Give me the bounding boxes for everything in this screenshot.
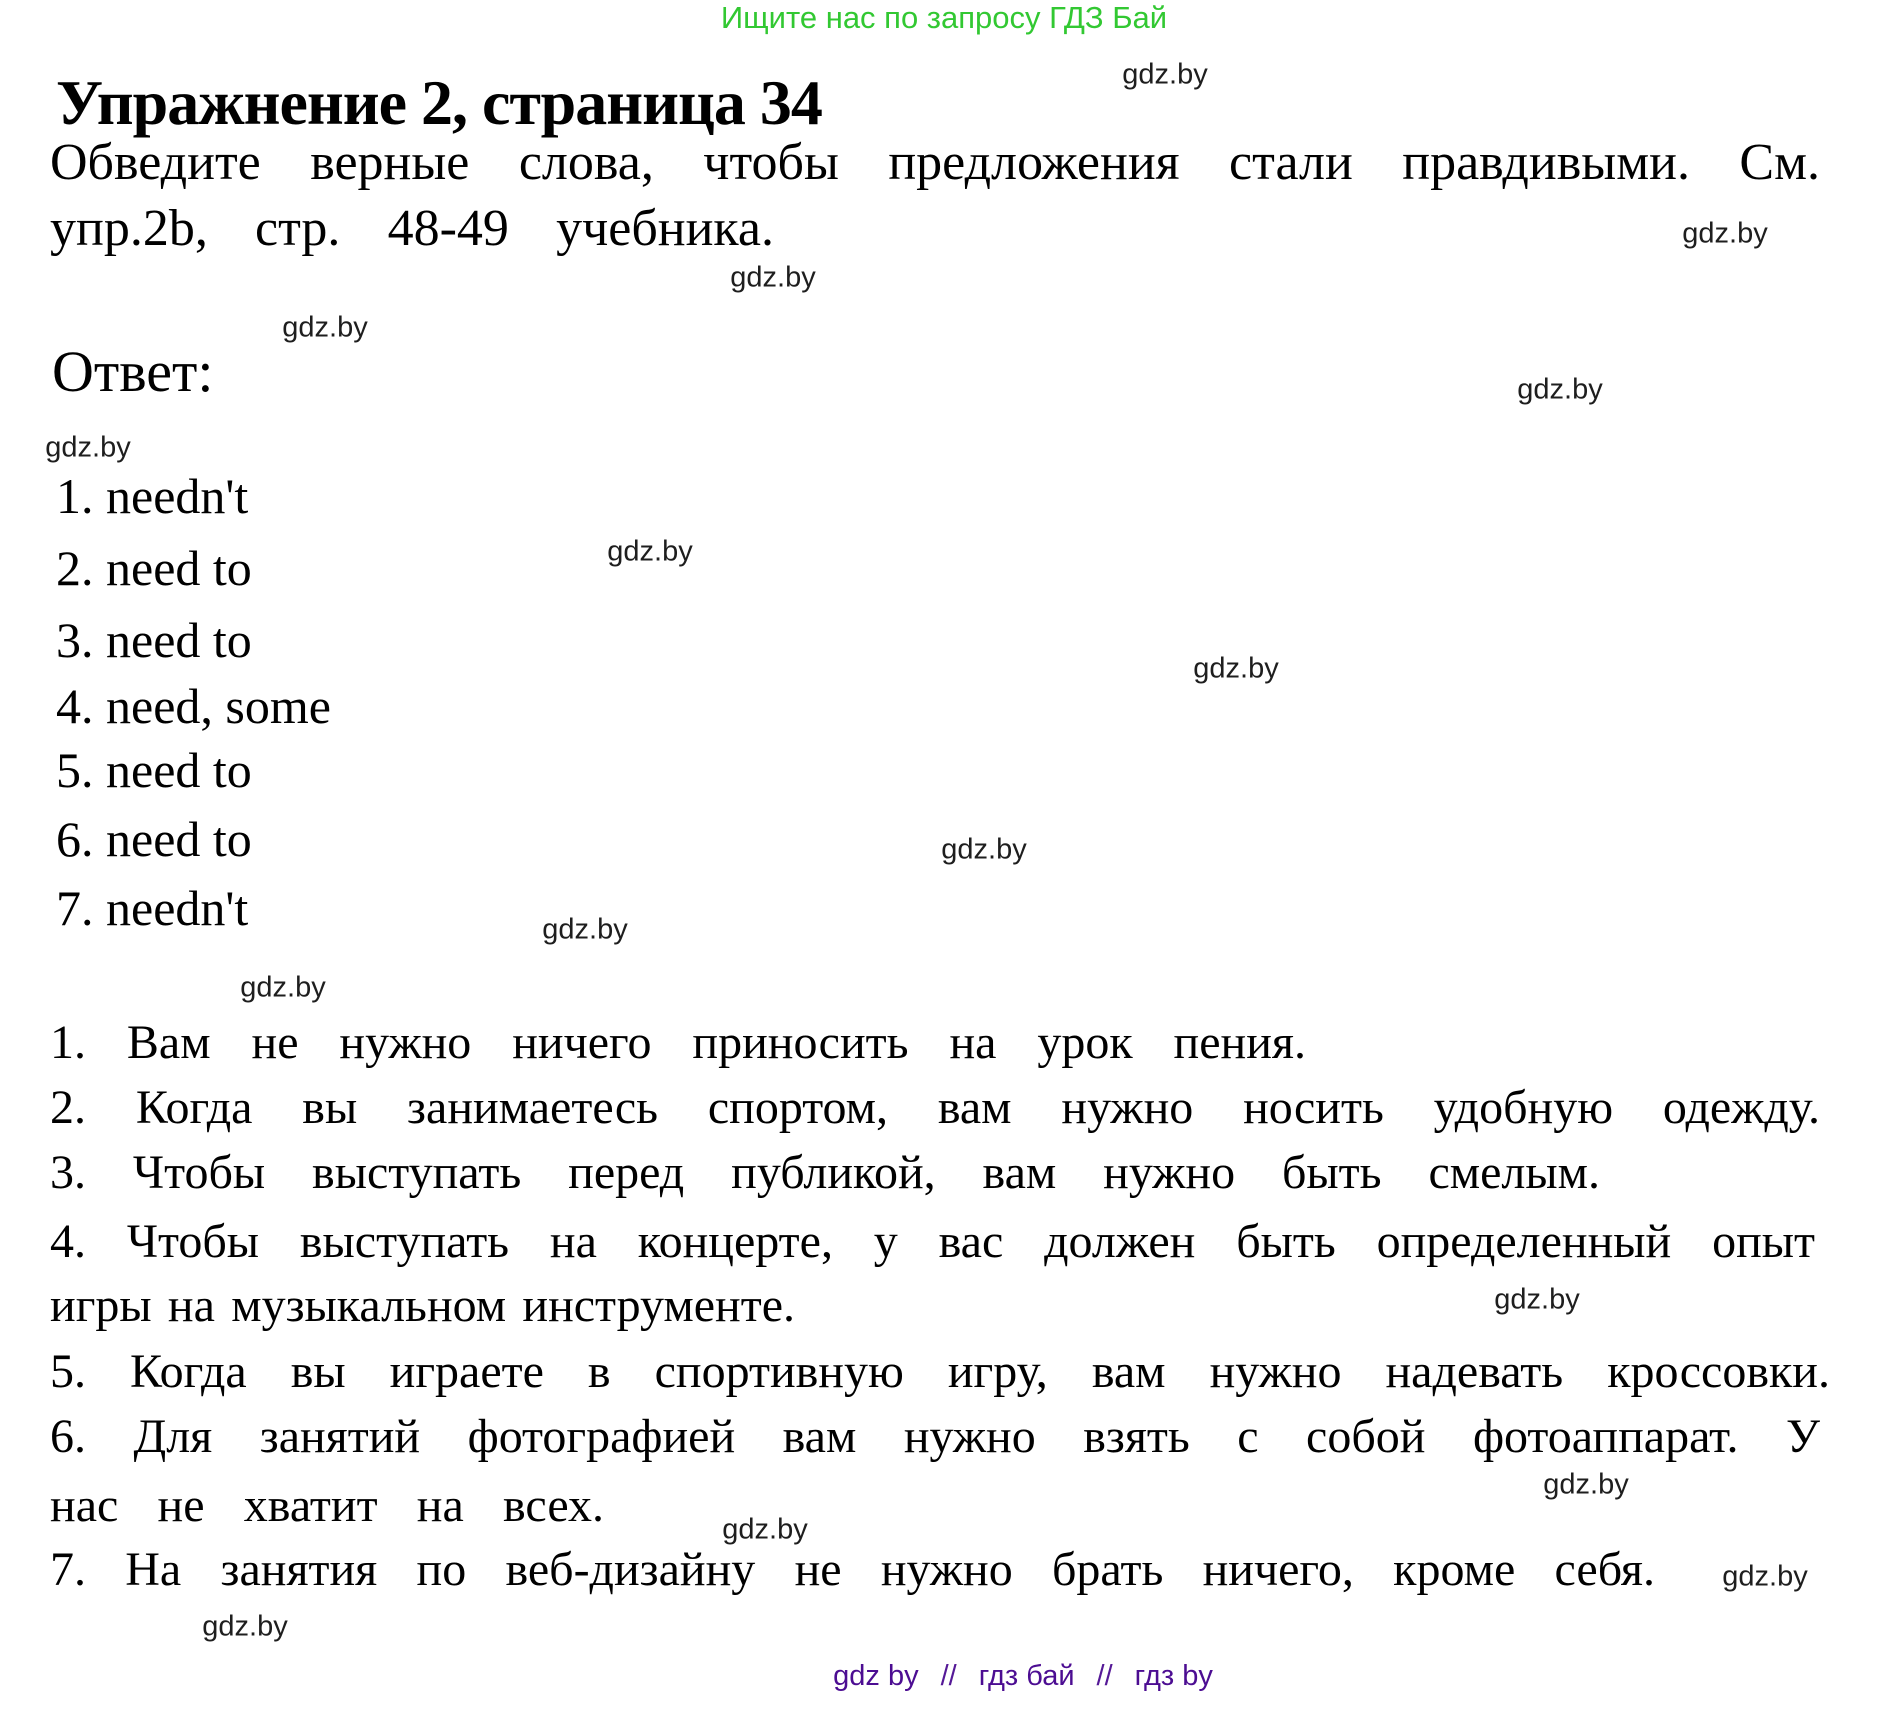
answer-item: 7. needn't: [56, 880, 249, 936]
answer-item: 3. need to: [56, 612, 252, 668]
gdz-watermark: gdz.by: [282, 311, 368, 344]
gdz-watermark: gdz.by: [1682, 217, 1768, 250]
gdz-watermark: gdz.by: [202, 1610, 288, 1643]
gdz-watermark: gdz.by: [722, 1513, 808, 1546]
translation-line: 1. Вам не нужно ничего приносить на урок пения.: [50, 1016, 1306, 1069]
gdz-watermark: gdz.by: [1193, 652, 1279, 685]
footer-link-gdz-by-ru[interactable]: гдз by: [1134, 1660, 1213, 1692]
translation-line: 2. Когда вы занимаетесь спортом, вам нужно носить удобную одежду.: [50, 1081, 1820, 1134]
gdz-watermark: gdz.by: [730, 261, 816, 294]
task-description-line: упр.2b, стр. 48-49 учебника.: [50, 200, 774, 257]
answer-item: 6. need to: [56, 811, 252, 867]
answer-item: 5. need to: [56, 742, 252, 798]
translation-line: 6. Для занятий фотографией вам нужно взять с собой фотоаппарат. У: [50, 1410, 1820, 1463]
footer-link-gdz-by[interactable]: gdz by: [833, 1660, 919, 1692]
translation-line-continuation: игры на музыкальном инструменте.: [50, 1279, 795, 1332]
gdz-watermark: gdz.by: [607, 535, 693, 568]
translation-line: 7. На занятия по веб-дизайну не нужно брать ничего, кроме себя.: [50, 1543, 1655, 1596]
translation-line: 4. Чтобы выступать на концерте, у вас должен быть определенный опыт: [50, 1215, 1815, 1268]
translation-line: 5. Когда вы играете в спортивную игру, вам нужно надевать кроссовки.: [50, 1345, 1830, 1398]
gdz-watermark: gdz.by: [1543, 1468, 1629, 1501]
translation-line: 3. Чтобы выступать перед публикой, вам нужно быть смелым.: [50, 1146, 1600, 1199]
answer-item: 4. need, some: [56, 678, 331, 734]
answer-item: 2. need to: [56, 540, 252, 596]
gdz-watermark: gdz.by: [542, 913, 628, 946]
translation-line-continuation: нас не хватит на всех.: [50, 1479, 604, 1532]
gdz-watermark: gdz.by: [1494, 1283, 1580, 1316]
footer-links: [600, 1660, 1446, 1693]
gdz-watermark: gdz.by: [1122, 58, 1208, 91]
gdz-watermark: gdz.by: [1722, 1560, 1808, 1593]
footer-separator: //: [940, 1660, 957, 1692]
exercise-title: Упражнение 2, страница 34: [56, 67, 822, 138]
gdz-watermark: gdz.by: [240, 971, 326, 1004]
gdz-watermark: gdz.by: [45, 431, 131, 464]
footer-link-gdz-bai[interactable]: гдз бай: [978, 1660, 1075, 1692]
task-description-line: Обведите верные слова, чтобы предложения стали правдивыми. См.: [50, 134, 1820, 191]
answers-heading: Ответ:: [52, 339, 214, 404]
footer-separator: //: [1096, 1660, 1113, 1692]
gdz-watermark: gdz.by: [1517, 373, 1603, 406]
answer-item: 1. needn't: [56, 468, 249, 524]
gdz-watermark: gdz.by: [941, 833, 1027, 866]
promo-banner-text: Ищите нас по запросу ГДЗ Бай: [720, 0, 1168, 35]
